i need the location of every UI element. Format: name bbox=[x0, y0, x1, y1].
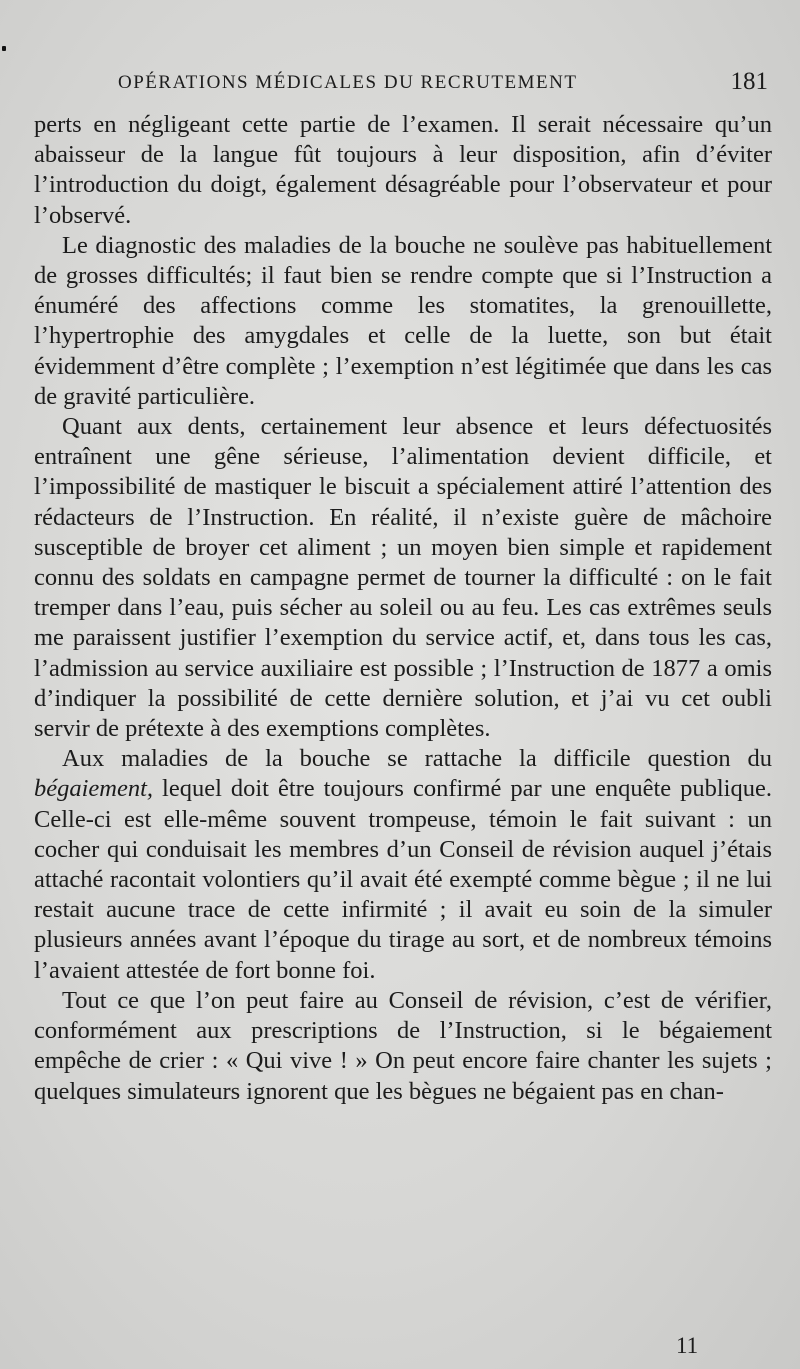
paragraph-4: Aux maladies de la bouche se rattache la difficile question du bégaiement, lequel doit être toujours confirmé par une enquête publique. Celle-ci est elle-même souvent trompeuse, témoin le fait suivant : un cocher qui conduisait les membres d’un Conseil de révision auquel j’étais attaché racontait volontiers qu’il avait été exempté comme bègue ; il ne lui restait aucune trace de cette infirmité ; il avait eu soin de la simuler plusieurs années avant l’époque du tirage au sort, et de nombreux témoins l’avaient attestée de fort bonne foi. bbox=[34, 745, 772, 984]
paragraph-2: Le diagnostic des maladies de la bouche ne soulève pas habituellement de grosses difficultés; il faut bien se rendre compte que si l’Instruction a énuméré des affections comme les stomatites, la grenouillette, l’hypertrophie des amygdales et celle de la luette, son but était évidemment d’être complète ; l’exemption n’est légitimée que dans les cas de gravité particulière. bbox=[34, 231, 772, 410]
running-header bbox=[118, 68, 768, 102]
italic-term: bégaiement, bbox=[34, 775, 154, 803]
paragraph-1: perts en négligeant cette partie de l’examen. Il serait nécessaire qu’un abaisseur de la langue fût toujours à leur disposition, afin d’éviter l’introduction du doigt, également désagréable pour l’observateur et pour l’observé. bbox=[34, 111, 772, 229]
page-number: 181 bbox=[730, 68, 768, 95]
paragraph-5: Tout ce que l’on peut faire au Conseil de révision, c’est de vérifier, conformément aux prescriptions de l’Instruction, si le bégaiement empêche de crier : « Qui vive ! » On peut encore faire chanter les sujets ; quelques simulateurs ignorent que les bègues ne bégaient pas en chan- bbox=[34, 986, 772, 1105]
body-text bbox=[34, 110, 772, 1107]
signature-mark: 11 bbox=[676, 1333, 699, 1358]
paragraph-3: Quant aux dents, certainement leur absence et leurs défectuosités entraînent une gêne sérieuse, l’alimentation devient difficile, et l’impossibilité de mastiquer le biscuit a spécialement attiré l’attention des rédacteurs de l’Instruction. En réalité, il n’existe guère de mâchoire susceptible de broyer cet aliment ; un moyen bien simple et rapidement connu des soldats en campagne permet de tourner la difficulté : on le fait tremper dans l’eau, puis sécher au soleil ou au feu. Les cas extrêmes seuls me paraissent justifier l’exemption du service actif, et, dans tous les cas, l’admission au service auxiliaire est possible ; l’Instruction de 1877 a omis d’indiquer la possibilité de cette dernière solution, et j’ai vu cet oubli servir de prétexte à des exemptions complètes. bbox=[34, 413, 772, 743]
ink-speck bbox=[2, 46, 6, 51]
running-title: OPÉRATIONS MÉDICALES DU RECRUTEMENT bbox=[118, 72, 578, 93]
